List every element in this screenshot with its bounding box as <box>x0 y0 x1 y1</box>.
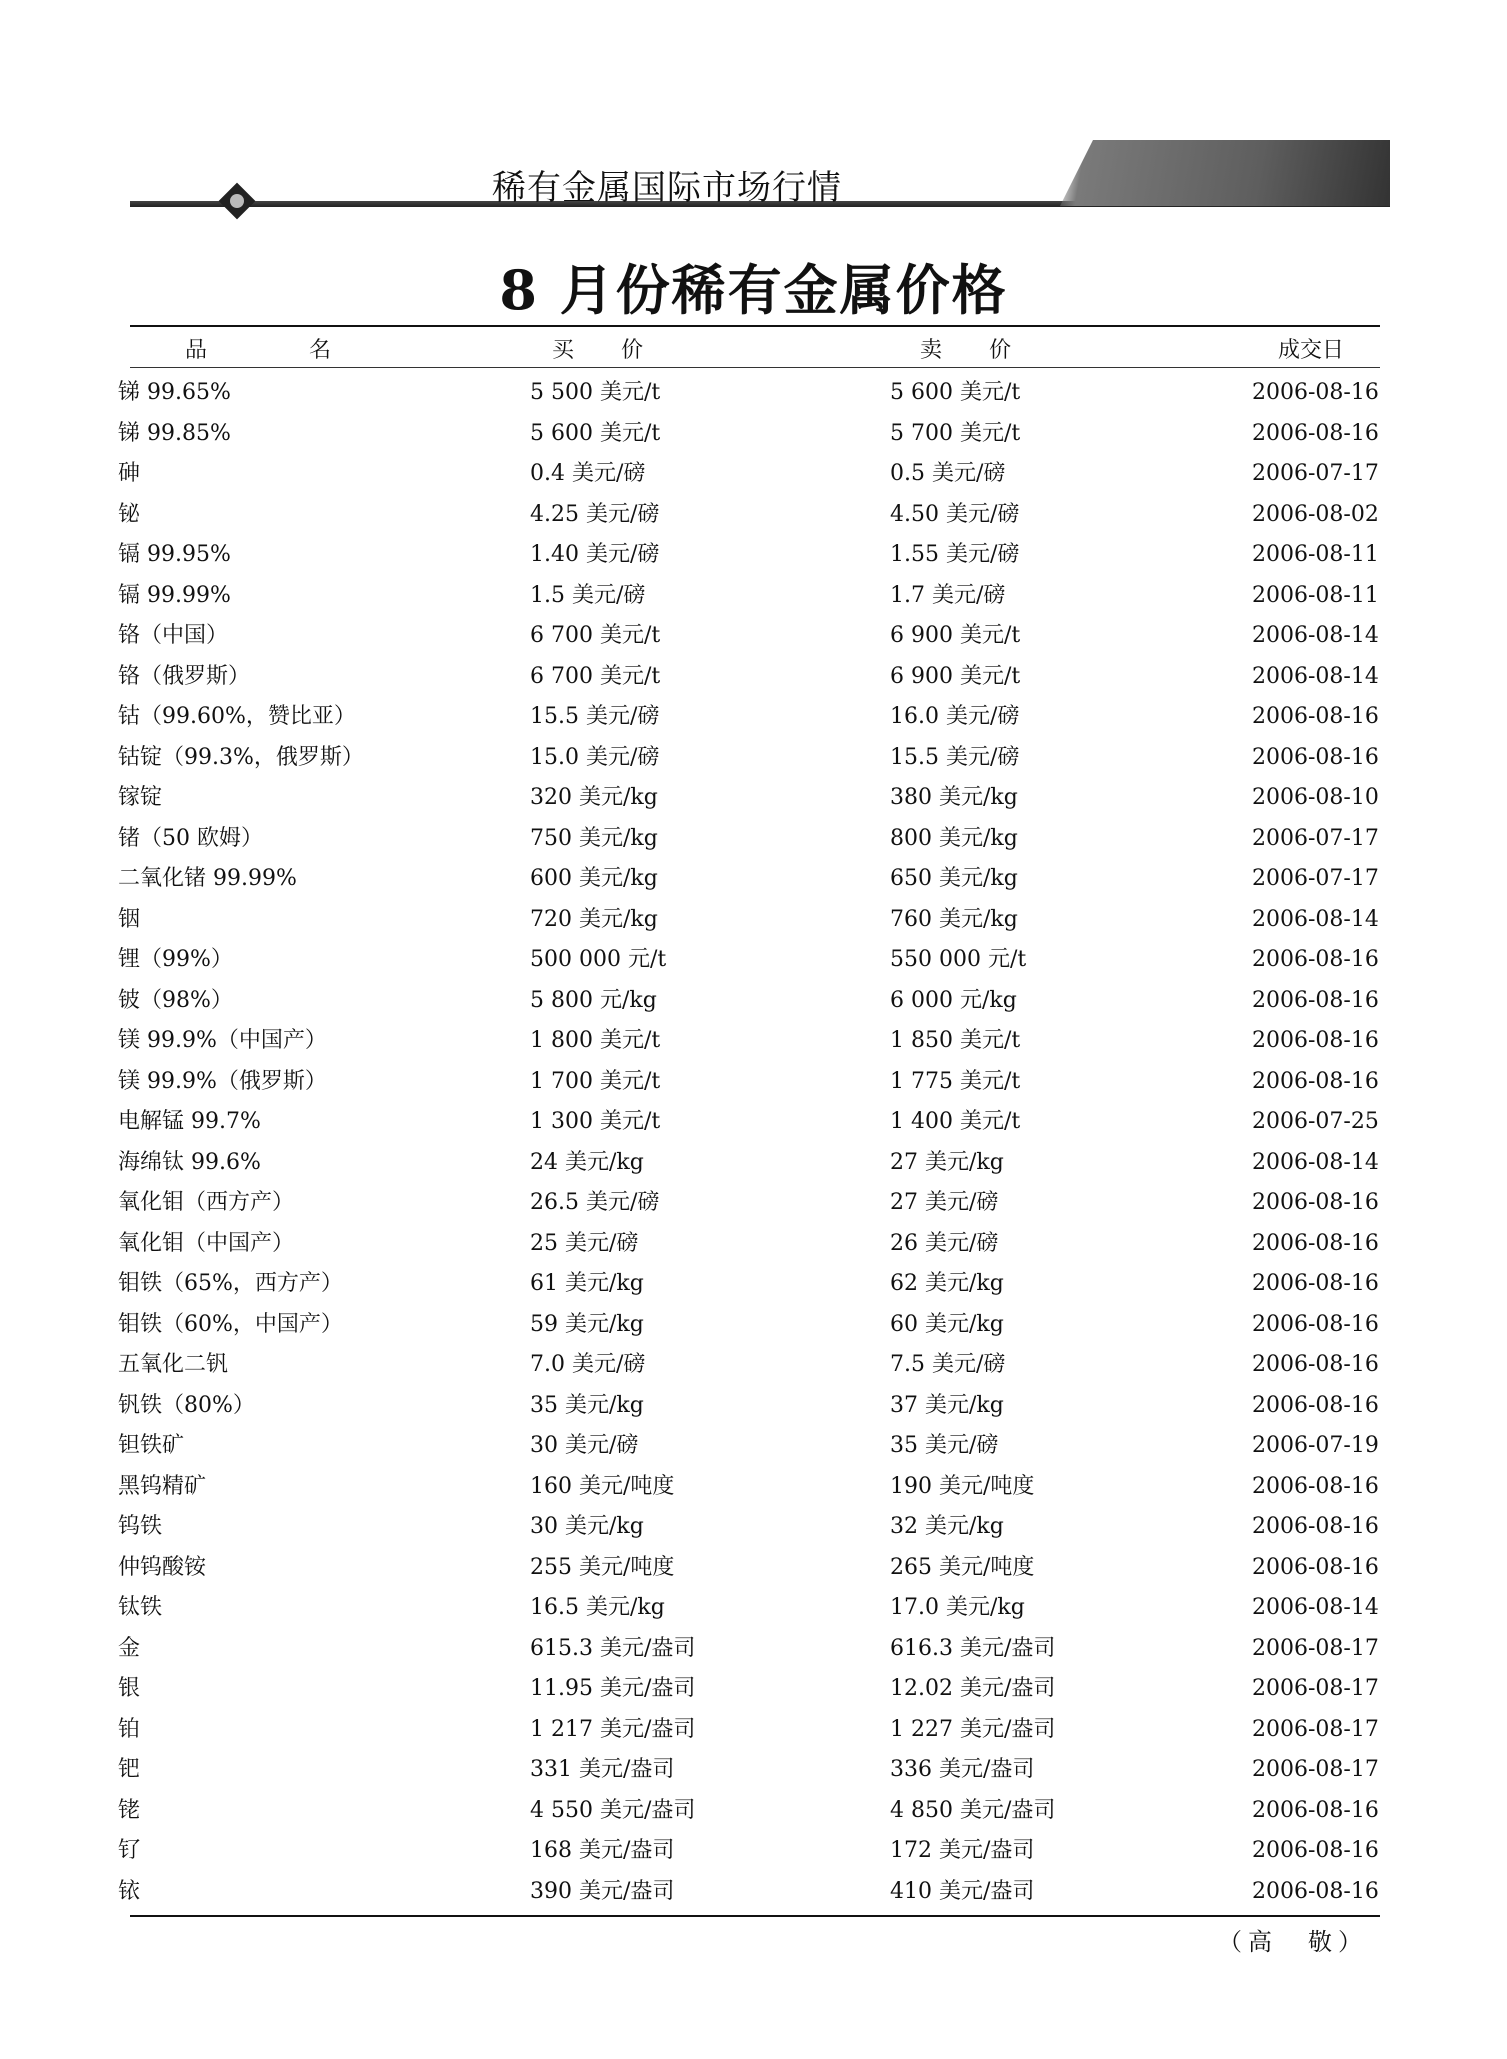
table-row <box>0 1106 1507 1147</box>
cell-date: 2006-08-16 <box>1252 987 1379 1013</box>
table-row <box>0 1511 1507 1552</box>
table-row <box>0 1714 1507 1755</box>
cell-date: 2006-08-14 <box>1252 623 1379 648</box>
cell-buy-price: 1 217 美元/盎司 <box>530 1716 696 1742</box>
cell-name: 锂（99%） <box>118 947 233 972</box>
table-row <box>0 1066 1507 1107</box>
cell-buy-price: 4.25 美元/磅 <box>530 501 660 527</box>
cell-date: 2006-08-16 <box>1252 1271 1379 1296</box>
cell-name: 钴（99.60%，赞比亚） <box>118 704 356 729</box>
cell-buy-price: 4 550 美元/盎司 <box>530 1797 696 1823</box>
table-row <box>0 1430 1507 1471</box>
table-row <box>0 985 1507 1026</box>
section-title: 稀有金属国际市场行情 <box>492 168 842 208</box>
cell-buy-price: 5 800 元/kg <box>530 987 657 1013</box>
table-row <box>0 1754 1507 1795</box>
cell-date: 2006-08-16 <box>1252 420 1379 446</box>
cell-sell-price: 550 000 元/t <box>890 947 1027 972</box>
cell-date: 2006-08-14 <box>1252 663 1379 689</box>
cell-buy-price: 331 美元/盎司 <box>530 1757 675 1782</box>
table-row <box>0 1025 1507 1066</box>
table-row <box>0 539 1507 580</box>
cell-date: 2006-08-14 <box>1252 1595 1379 1620</box>
cell-sell-price: 4 850 美元/盎司 <box>890 1797 1056 1823</box>
cell-name: 铑 <box>118 1797 141 1823</box>
cell-name: 铂 <box>118 1716 141 1742</box>
cell-sell-price: 60 美元/kg <box>890 1311 1004 1337</box>
cell-sell-price: 5 700 美元/t <box>890 420 1021 446</box>
table-top-rule <box>130 325 1380 327</box>
cell-name: 五氧化二钒 <box>118 1352 229 1377</box>
cell-buy-price: 30 美元/磅 <box>530 1433 639 1458</box>
cell-date: 2006-08-16 <box>1252 380 1379 405</box>
table-row <box>0 1835 1507 1876</box>
cell-name: 镉 99.95% <box>118 542 231 567</box>
column-header-date: 成交日 <box>1278 338 1345 363</box>
cell-sell-price: 6 900 美元/t <box>890 623 1021 648</box>
cell-date: 2006-08-14 <box>1252 906 1379 932</box>
cell-name: 铱 <box>118 1878 141 1904</box>
cell-sell-price: 62 美元/kg <box>890 1271 1004 1296</box>
cell-sell-price: 6 900 美元/t <box>890 663 1021 689</box>
cell-buy-price: 255 美元/吨度 <box>530 1554 675 1580</box>
cell-date: 2006-08-14 <box>1252 1149 1379 1175</box>
cell-buy-price: 25 美元/磅 <box>530 1230 639 1256</box>
cell-name: 镁 99.9%（中国产） <box>118 1028 327 1053</box>
cell-sell-price: 32 美元/kg <box>890 1514 1004 1539</box>
cell-sell-price: 6 000 元/kg <box>890 987 1017 1013</box>
cell-name: 银 <box>118 1676 141 1701</box>
cell-buy-price: 15.0 美元/磅 <box>530 744 660 770</box>
cell-name: 钼铁（65%，西方产） <box>118 1271 343 1296</box>
cell-buy-price: 320 美元/kg <box>530 785 658 810</box>
cell-sell-price: 800 美元/kg <box>890 825 1018 851</box>
cell-date: 2006-08-17 <box>1252 1716 1379 1742</box>
cell-date: 2006-08-16 <box>1252 744 1379 770</box>
cell-buy-price: 59 美元/kg <box>530 1311 644 1337</box>
cell-buy-price: 5 500 美元/t <box>530 380 661 405</box>
cell-name: 铬（俄罗斯） <box>118 663 251 689</box>
header-gray-block <box>1060 140 1390 206</box>
cell-sell-price: 1.7 美元/磅 <box>890 582 1006 608</box>
cell-sell-price: 35 美元/磅 <box>890 1433 999 1458</box>
cell-buy-price: 0.4 美元/磅 <box>530 461 646 486</box>
cell-name: 钛铁 <box>118 1595 163 1620</box>
cell-sell-price: 650 美元/kg <box>890 866 1018 891</box>
cell-name: 镁 99.9%（俄罗斯） <box>118 1068 327 1094</box>
table-row <box>0 1795 1507 1836</box>
column-header-sell: 卖 价 <box>920 338 1031 363</box>
cell-name: 锑 99.65% <box>118 380 231 405</box>
cell-date: 2006-08-16 <box>1252 704 1379 729</box>
cell-buy-price: 390 美元/盎司 <box>530 1878 675 1904</box>
cell-name: 砷 <box>118 461 141 486</box>
cell-date: 2006-08-16 <box>1252 1068 1379 1094</box>
cell-name: 氧化钼（中国产） <box>118 1230 295 1256</box>
cell-sell-price: 336 美元/盎司 <box>890 1757 1035 1782</box>
table-row <box>0 1673 1507 1714</box>
table-row <box>0 904 1507 945</box>
cell-sell-price: 12.02 美元/盎司 <box>890 1676 1056 1701</box>
cell-name: 金 <box>118 1635 141 1661</box>
cell-date: 2006-08-16 <box>1252 1838 1379 1863</box>
cell-date: 2006-07-25 <box>1252 1109 1379 1134</box>
cell-date: 2006-08-16 <box>1252 1878 1379 1904</box>
cell-buy-price: 1 300 美元/t <box>530 1109 661 1134</box>
cell-sell-price: 7.5 美元/磅 <box>890 1352 1006 1377</box>
table-bottom-rule <box>130 1915 1380 1917</box>
cell-date: 2006-08-16 <box>1252 1797 1379 1823</box>
cell-buy-price: 15.5 美元/磅 <box>530 704 660 729</box>
table-header-rule <box>130 367 1380 368</box>
cell-date: 2006-08-10 <box>1252 785 1379 810</box>
table-row <box>0 1876 1507 1917</box>
table-row <box>0 418 1507 459</box>
table-row <box>0 742 1507 783</box>
cell-buy-price: 1 700 美元/t <box>530 1068 661 1094</box>
cell-buy-price: 11.95 美元/盎司 <box>530 1676 696 1701</box>
cell-buy-price: 61 美元/kg <box>530 1271 644 1296</box>
cell-name: 钴锭（99.3%，俄罗斯） <box>118 744 364 770</box>
table-row <box>0 1228 1507 1269</box>
cell-buy-price: 750 美元/kg <box>530 825 658 851</box>
author-credit: （高 敬） <box>1218 1928 1368 1956</box>
cell-sell-price: 27 美元/kg <box>890 1149 1004 1175</box>
cell-name: 镓锭 <box>118 785 163 810</box>
cell-date: 2006-08-11 <box>1252 542 1379 567</box>
table-row <box>0 458 1507 499</box>
cell-buy-price: 600 美元/kg <box>530 866 658 891</box>
cell-date: 2006-07-19 <box>1252 1433 1379 1458</box>
cell-date: 2006-08-11 <box>1252 582 1379 608</box>
cell-date: 2006-08-16 <box>1252 1392 1379 1418</box>
cell-sell-price: 27 美元/磅 <box>890 1190 999 1215</box>
cell-date: 2006-08-17 <box>1252 1676 1379 1701</box>
cell-sell-price: 410 美元/盎司 <box>890 1878 1035 1904</box>
table-row <box>0 701 1507 742</box>
table-row <box>0 1592 1507 1633</box>
table-row <box>0 1633 1507 1674</box>
cell-date: 2006-08-16 <box>1252 1230 1379 1256</box>
column-header-name: 品 名 <box>185 338 372 363</box>
cell-buy-price: 1 800 美元/t <box>530 1028 661 1053</box>
cell-name: 铍（98%） <box>118 987 233 1013</box>
cell-name: 海绵钛 99.6% <box>118 1149 261 1175</box>
column-header-buy: 买 价 <box>552 338 663 363</box>
cell-sell-price: 4.50 美元/磅 <box>890 501 1020 527</box>
cell-sell-price: 1 227 美元/盎司 <box>890 1716 1056 1742</box>
cell-name: 黑钨精矿 <box>118 1473 207 1499</box>
cell-name: 铬（中国） <box>118 623 229 648</box>
header-dot-icon <box>230 194 244 208</box>
cell-buy-price: 6 700 美元/t <box>530 663 661 689</box>
table-row <box>0 823 1507 864</box>
table-row <box>0 499 1507 540</box>
cell-buy-price: 1.40 美元/磅 <box>530 542 660 567</box>
cell-buy-price: 30 美元/kg <box>530 1514 644 1539</box>
cell-sell-price: 5 600 美元/t <box>890 380 1021 405</box>
cell-buy-price: 160 美元/吨度 <box>530 1473 675 1499</box>
cell-date: 2006-08-16 <box>1252 1514 1379 1539</box>
cell-sell-price: 380 美元/kg <box>890 785 1018 810</box>
cell-sell-price: 26 美元/磅 <box>890 1230 999 1256</box>
cell-buy-price: 168 美元/盎司 <box>530 1838 675 1863</box>
table-header <box>0 333 1507 365</box>
cell-sell-price: 15.5 美元/磅 <box>890 744 1020 770</box>
cell-sell-price: 760 美元/kg <box>890 906 1018 932</box>
cell-name: 电解锰 99.7% <box>118 1109 261 1134</box>
cell-sell-price: 0.5 美元/磅 <box>890 461 1006 486</box>
table-row <box>0 782 1507 823</box>
table-row <box>0 377 1507 418</box>
table-body <box>0 377 1507 1916</box>
cell-sell-price: 190 美元/吨度 <box>890 1473 1035 1499</box>
cell-date: 2006-08-17 <box>1252 1635 1379 1661</box>
cell-buy-price: 500 000 元/t <box>530 947 667 972</box>
cell-date: 2006-07-17 <box>1252 461 1379 486</box>
cell-sell-price: 1 850 美元/t <box>890 1028 1021 1053</box>
cell-sell-price: 37 美元/kg <box>890 1392 1004 1418</box>
cell-date: 2006-08-16 <box>1252 1028 1379 1053</box>
cell-date: 2006-08-16 <box>1252 1352 1379 1377</box>
cell-name: 钼铁（60%，中国产） <box>118 1311 343 1337</box>
table-row <box>0 580 1507 621</box>
cell-buy-price: 1.5 美元/磅 <box>530 582 646 608</box>
cell-buy-price: 6 700 美元/t <box>530 623 661 648</box>
cell-sell-price: 172 美元/盎司 <box>890 1838 1035 1863</box>
cell-sell-price: 1.55 美元/磅 <box>890 542 1020 567</box>
cell-name: 锑 99.85% <box>118 420 231 446</box>
cell-sell-price: 1 775 美元/t <box>890 1068 1021 1094</box>
page-title: 8 月份稀有金属价格 <box>499 258 1008 322</box>
cell-name: 钽铁矿 <box>118 1433 185 1458</box>
cell-name: 铋 <box>118 501 141 527</box>
cell-date: 2006-08-16 <box>1252 947 1379 972</box>
table-row <box>0 620 1507 661</box>
cell-buy-price: 24 美元/kg <box>530 1149 644 1175</box>
cell-date: 2006-08-16 <box>1252 1554 1379 1580</box>
table-row <box>0 1309 1507 1350</box>
cell-buy-price: 26.5 美元/磅 <box>530 1190 660 1215</box>
cell-buy-price: 615.3 美元/盎司 <box>530 1635 696 1661</box>
cell-sell-price: 265 美元/吨度 <box>890 1554 1035 1580</box>
cell-name: 镉 99.99% <box>118 582 231 608</box>
cell-name: 仲钨酸铵 <box>118 1554 207 1580</box>
table-row <box>0 1390 1507 1431</box>
cell-buy-price: 7.0 美元/磅 <box>530 1352 646 1377</box>
cell-sell-price: 16.0 美元/磅 <box>890 704 1020 729</box>
cell-date: 2006-08-16 <box>1252 1473 1379 1499</box>
cell-name: 铟 <box>118 906 141 932</box>
table-row <box>0 661 1507 702</box>
table-row <box>0 1349 1507 1390</box>
cell-buy-price: 35 美元/kg <box>530 1392 644 1418</box>
cell-date: 2006-07-17 <box>1252 825 1379 851</box>
cell-sell-price: 616.3 美元/盎司 <box>890 1635 1056 1661</box>
table-row <box>0 1552 1507 1593</box>
cell-name: 钨铁 <box>118 1514 163 1539</box>
cell-name: 钌 <box>118 1838 141 1863</box>
cell-sell-price: 1 400 美元/t <box>890 1109 1021 1134</box>
cell-name: 二氧化锗 99.99% <box>118 866 297 891</box>
cell-buy-price: 5 600 美元/t <box>530 420 661 446</box>
table-row <box>0 944 1507 985</box>
cell-date: 2006-08-17 <box>1252 1757 1379 1782</box>
table-row <box>0 1268 1507 1309</box>
cell-name: 氧化钼（西方产） <box>118 1190 295 1215</box>
cell-name: 钒铁（80%） <box>118 1392 255 1418</box>
table-row <box>0 1187 1507 1228</box>
cell-sell-price: 17.0 美元/kg <box>890 1595 1025 1620</box>
cell-name: 锗（50 欧姆） <box>118 825 263 851</box>
table-row <box>0 1471 1507 1512</box>
cell-date: 2006-08-02 <box>1252 501 1379 527</box>
cell-buy-price: 16.5 美元/kg <box>530 1595 665 1620</box>
cell-date: 2006-07-17 <box>1252 866 1379 891</box>
table-row <box>0 1147 1507 1188</box>
table-row <box>0 863 1507 904</box>
cell-date: 2006-08-16 <box>1252 1190 1379 1215</box>
cell-name: 钯 <box>118 1757 141 1782</box>
cell-buy-price: 720 美元/kg <box>530 906 658 932</box>
cell-date: 2006-08-16 <box>1252 1311 1379 1337</box>
